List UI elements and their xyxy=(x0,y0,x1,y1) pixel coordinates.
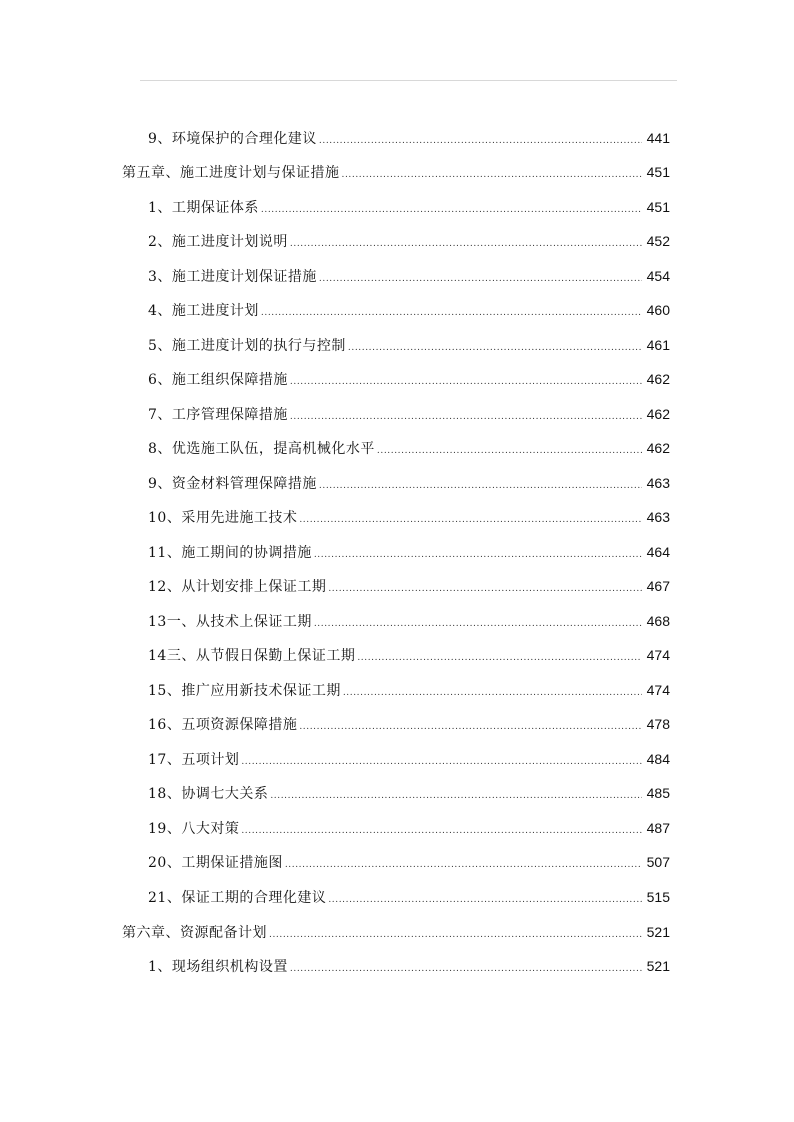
toc-entry-title: 20、工期保证措施图 xyxy=(148,855,283,871)
toc-entry[interactable] xyxy=(148,367,670,391)
toc-leader-dots xyxy=(290,232,642,256)
toc-entry-title: 7、工序管理保障措施 xyxy=(148,407,288,423)
toc-entry-page: 468 xyxy=(646,613,670,629)
toc-entry-page: 487 xyxy=(646,820,670,836)
toc-entry[interactable] xyxy=(148,229,670,253)
toc-entry-title: 2、施工进度计划说明 xyxy=(148,234,288,250)
toc-entry-page: 463 xyxy=(646,475,670,491)
toc-entry[interactable] xyxy=(148,126,670,150)
toc-entry-page: 452 xyxy=(646,233,670,249)
toc-entry-title: 19、八大对策 xyxy=(148,821,240,837)
toc-leader-dots xyxy=(270,784,642,808)
toc-entry-title: 13一、从技术上保证工期 xyxy=(148,614,312,630)
toc-entry-page: 521 xyxy=(646,924,670,940)
toc-entry-page: 463 xyxy=(646,509,670,525)
toc-leader-dots xyxy=(299,715,642,739)
toc-entry[interactable] xyxy=(148,609,670,633)
toc-entry-page: 461 xyxy=(646,337,670,353)
toc-entry-page: 464 xyxy=(646,544,670,560)
toc-entry[interactable] xyxy=(148,816,670,840)
toc-leader-dots xyxy=(285,853,642,877)
toc-leader-dots xyxy=(348,336,642,360)
toc-entry-page: 462 xyxy=(646,406,670,422)
toc-leader-dots xyxy=(261,301,642,325)
toc-leader-dots xyxy=(261,198,642,222)
toc-entry[interactable] xyxy=(148,436,670,460)
toc-entry-chapter[interactable] xyxy=(122,160,670,184)
toc-entry-title: 6、施工组织保障措施 xyxy=(148,372,288,388)
toc-entry-page: 454 xyxy=(646,268,670,284)
toc-leader-dots xyxy=(342,163,643,187)
toc-entry-title: 第六章、资源配备计划 xyxy=(122,925,267,941)
toc-leader-dots xyxy=(290,405,642,429)
toc-entry-title: 第五章、施工进度计划与保证措施 xyxy=(122,165,340,181)
toc-entry-page: 474 xyxy=(646,682,670,698)
toc-entry-title: 10、采用先进施工技术 xyxy=(148,510,298,526)
toc-entry-title: 12、从计划安排上保证工期 xyxy=(148,579,327,595)
toc-entry-title: 15、推广应用新技术保证工期 xyxy=(148,683,341,699)
toc-entry[interactable] xyxy=(148,885,670,909)
toc-entry[interactable] xyxy=(148,954,670,978)
toc-entry-page: 451 xyxy=(646,164,670,180)
toc-entry-chapter[interactable] xyxy=(122,920,670,944)
toc-leader-dots xyxy=(299,508,642,532)
toc-leader-dots xyxy=(328,577,642,601)
toc-leader-dots xyxy=(343,681,642,705)
toc-entry[interactable] xyxy=(148,540,670,564)
toc-leader-dots xyxy=(328,888,642,912)
toc-leader-dots xyxy=(241,750,642,774)
toc-entry-page: 484 xyxy=(646,751,670,767)
toc-entry[interactable] xyxy=(148,712,670,736)
toc-entry[interactable] xyxy=(148,781,670,805)
toc-entry-page: 460 xyxy=(646,302,670,318)
toc-entry[interactable] xyxy=(148,402,670,426)
toc-entry[interactable] xyxy=(148,471,670,495)
header-rule xyxy=(140,80,677,81)
toc-entry-title: 9、环境保护的合理化建议 xyxy=(148,131,317,147)
toc-leader-dots xyxy=(241,819,642,843)
toc-entry[interactable] xyxy=(148,195,670,219)
toc-entry[interactable] xyxy=(148,333,670,357)
toc-leader-dots xyxy=(269,923,642,947)
toc-entry-title: 18、协调七大关系 xyxy=(148,786,269,802)
toc-leader-dots xyxy=(319,267,642,291)
toc-entry[interactable] xyxy=(148,574,670,598)
toc-leader-dots xyxy=(290,957,642,981)
toc-leader-dots xyxy=(377,439,642,463)
toc-entry-title: 5、施工进度计划的执行与控制 xyxy=(148,338,346,354)
toc-entry-page: 507 xyxy=(646,854,670,870)
toc-leader-dots xyxy=(314,543,642,567)
toc-entry[interactable] xyxy=(148,298,670,322)
toc-entry-title: 1、工期保证体系 xyxy=(148,200,259,216)
toc-entry[interactable] xyxy=(148,264,670,288)
toc-entry-title: 17、五项计划 xyxy=(148,752,240,768)
toc-entry[interactable] xyxy=(148,678,670,702)
toc-entry-page: 521 xyxy=(646,958,670,974)
toc-entry-page: 474 xyxy=(646,647,670,663)
toc-entry-title: 9、资金材料管理保障措施 xyxy=(148,476,317,492)
toc-entry-title: 21、保证工期的合理化建议 xyxy=(148,890,327,906)
toc-entry-page: 462 xyxy=(646,371,670,387)
toc-entry-page: 441 xyxy=(646,130,670,146)
toc-entry-page: 515 xyxy=(646,889,670,905)
toc-entry-title: 4、施工进度计划 xyxy=(148,303,259,319)
toc-entry-title: 14三、从节假日保勤上保证工期 xyxy=(148,648,356,664)
toc-leader-dots xyxy=(357,646,642,670)
toc-entry-title: 1、现场组织机构设置 xyxy=(148,959,288,975)
toc-entry-page: 485 xyxy=(646,785,670,801)
toc-entry-title: 11、施工期间的协调措施 xyxy=(148,545,312,561)
toc-entry[interactable] xyxy=(148,643,670,667)
toc-entry[interactable] xyxy=(148,850,670,874)
toc-entry[interactable] xyxy=(148,747,670,771)
toc-entry-page: 462 xyxy=(646,440,670,456)
toc-entry-title: 3、施工进度计划保证措施 xyxy=(148,269,317,285)
toc-entry-title: 8、优选施工队伍，提高机械化水平 xyxy=(148,441,375,457)
toc-entry-page: 478 xyxy=(646,716,670,732)
toc-leader-dots xyxy=(314,612,642,636)
toc-entry[interactable] xyxy=(148,505,670,529)
toc-leader-dots xyxy=(290,370,642,394)
toc-entry-page: 467 xyxy=(646,578,670,594)
toc-leader-dots xyxy=(319,129,642,153)
toc-entry-page: 451 xyxy=(646,199,670,215)
toc-entry-title: 16、五项资源保障措施 xyxy=(148,717,298,733)
toc-leader-dots xyxy=(319,474,642,498)
